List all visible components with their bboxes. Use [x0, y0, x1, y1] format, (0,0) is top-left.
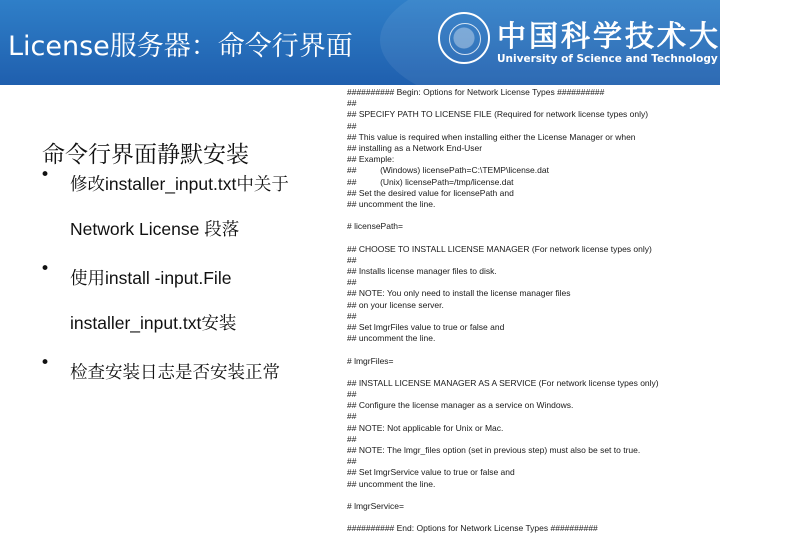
bullet-list — [40, 165, 330, 411]
code-line: ## — [347, 277, 357, 288]
code-line — [347, 512, 717, 523]
code-line: ## — [347, 120, 357, 131]
code-line: ## Installs license manager files to disk. — [347, 266, 497, 276]
bullet-text: 修改installer_input.txt中关于 Network License 段落 — [70, 174, 289, 239]
code-line: ## Configure the license manager as a service on Windows. — [347, 400, 574, 411]
code-line: # lmgrService= — [347, 500, 404, 511]
university-logo-english: University of Science and Technology of China — [497, 53, 771, 65]
section-subtitle: 命令行界面静默安装 — [42, 142, 249, 168]
code-line — [347, 210, 717, 221]
code-line: ## — [347, 389, 357, 400]
code-line: ## (Windows) licensePath=C:\TEMP\license.dat — [347, 165, 549, 176]
code-line: ## NOTE: The lmgr_files option (set in previous step) must also be set to true. — [347, 445, 641, 455]
code-line: ## (Unix) licensePath=/tmp/license.dat — [347, 176, 514, 187]
page-title: License服务器：命令行界面 — [8, 31, 353, 62]
code-line: ## Set lmgrService value to true or false and — [347, 467, 515, 478]
code-line — [347, 367, 717, 378]
code-line: ## — [347, 254, 357, 265]
config-code-block — [347, 87, 717, 535]
header-banner — [0, 0, 771, 85]
code-line — [347, 232, 717, 243]
code-line: ## Set the desired value for licensePath and — [347, 187, 514, 198]
code-line: ## Example: — [347, 154, 395, 165]
code-line: ## Set lmgrFiles value to true or false and — [347, 321, 505, 332]
list-item — [40, 162, 330, 252]
code-line: ## This value is required when installing either the License Manager or when — [347, 131, 636, 142]
bullet-dot-icon: • — [40, 165, 51, 185]
code-line: ## NOTE: You only need to install the license manager files — [347, 288, 571, 299]
code-line: ## NOTE: Not applicable for Unix or Mac. — [347, 422, 504, 433]
code-line: ## installing as a Network End-User — [347, 142, 483, 153]
code-line: ## — [347, 456, 357, 467]
university-seal-icon — [438, 12, 490, 64]
code-line: ## uncomment the line. — [347, 333, 436, 344]
code-line — [347, 344, 717, 355]
code-line: ########## Begin: Options for Network License Types ########## — [347, 87, 605, 97]
code-line: ## — [347, 310, 357, 321]
list-item — [40, 350, 330, 395]
code-line — [347, 490, 717, 501]
code-line: ## uncomment the line. — [347, 478, 436, 489]
code-line: ## CHOOSE TO INSTALL LICENSE MANAGER (For network license types only) — [347, 243, 652, 254]
code-line: ## uncomment the line. — [347, 198, 436, 209]
bullet-text: 检查安装日志是否安装正常 — [70, 362, 280, 382]
code-line: # licensePath= — [347, 221, 403, 232]
code-line: ## — [347, 433, 357, 444]
university-logo-name: 中国科学技术大学 — [497, 19, 754, 53]
list-item — [40, 256, 330, 346]
code-line: # lmgrFiles= — [347, 355, 394, 366]
bullet-dot-icon: • — [40, 259, 51, 279]
bullet-text: 使用install -input.File installer_input.txt安装 — [70, 268, 237, 333]
bullet-dot-icon: • — [40, 353, 51, 373]
code-line: ## SPECIFY PATH TO LICENSE FILE (Required for network license types only) — [347, 109, 649, 120]
code-line: ## — [347, 98, 357, 109]
code-line: ########## End: Options for Network License Types ########## — [347, 523, 598, 534]
code-line: ## on your license server. — [347, 299, 444, 310]
code-line: ## INSTALL LICENSE MANAGER AS A SERVICE (For network license types only) — [347, 377, 659, 388]
code-line: ## — [347, 411, 357, 422]
